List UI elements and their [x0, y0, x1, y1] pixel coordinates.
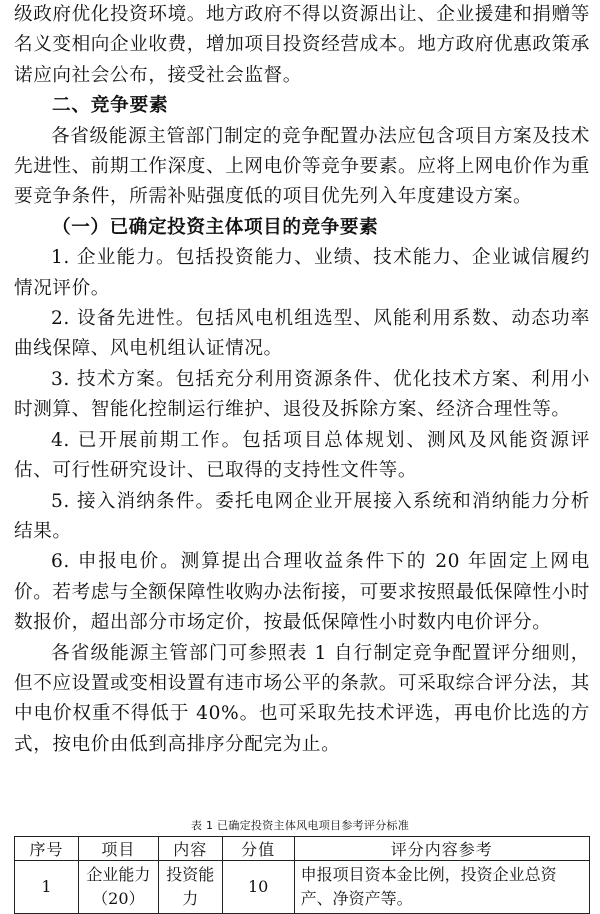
paragraph-competition-intro: 各省级能源主管部门制定的竞争配置办法应包含项目方案及技术先进性、前期工作深度、上网电价等竞争要素。应将上网电价作为重要竞争条件，所需补贴强度低的项目优先列入年度建设方案。 [14, 125, 590, 208]
list-item-technical-plan: 3. 技术方案。包括充分利用资源条件、优化技术方案、利用小时测算、智能化控制运行维护、退役及拆除方案、经济合理性等。 [14, 368, 590, 421]
subsection-heading-determined-investor: （一）已确定投资主体项目的竞争要素 [52, 216, 379, 238]
header-item: 项目 [78, 837, 158, 861]
table-caption: 表 1 已确定投资主体风电项目参考评分标准 [190, 819, 410, 832]
list-item-enterprise-capability: 1. 企业能力。包括投资能力、业绩、技术能力、企业诚信履约情况评价。 [14, 247, 590, 299]
header-reference: 评分内容参考 [294, 837, 589, 861]
cell-item: 企业能力（20） [78, 861, 158, 914]
reference-scoring-table [14, 836, 590, 914]
list-item-equipment-advancement: 2. 设备先进性。包括风电机组选型、风能利用系数、动态功率曲线保障、风电机组认证情况。 [14, 308, 590, 360]
paragraph-investment-environment: 级政府优化投资环境。地方政府不得以资源出让、企业援建和捐赠等名义变相向企业收费，增加项目投资经营成本。地方政府优惠政策承诺应向社会公布，接受社会监督。 [14, 4, 590, 86]
table-header-row [15, 837, 590, 861]
list-item-grid-connection: 5. 接入消纳条件。委托电网企业开展接入系统和消纳能力分析结果。 [14, 490, 590, 542]
table-row [15, 861, 590, 914]
cell-score: 10 [222, 861, 294, 914]
document-body [14, 0, 590, 760]
paragraph-scoring-rules: 各省级能源主管部门可参照表 1 自行制定竞争配置评分细则，但不应设置或变相设置有违市场公平的条款。可采取综合评分法，其中电价权重不得低于 40%。也可采取先技术评选，再电价比选的方式，按电价由低到高排序分配完为止。 [14, 642, 590, 755]
cell-content: 投资能力 [158, 861, 222, 914]
list-item-declared-price: 6. 申报电价。测算提出合理收益条件下的 20 年固定上网电价。若考虑与全额保障性收购办法衔接，可要求按照最低保障性小时数报价，超出部分市场定价，按最低保障性小时数内电价评分。 [14, 551, 590, 634]
section-heading-competition-factors: 二、竞争要素 [52, 95, 169, 117]
header-no: 序号 [15, 837, 79, 861]
cell-no: 1 [15, 861, 79, 914]
list-item-preliminary-work: 4. 已开展前期工作。包括项目总体规划、测风及风能资源评估、可行性研究设计、已取得的支持性文件等。 [14, 429, 590, 482]
header-score: 分值 [222, 837, 294, 861]
header-content: 内容 [158, 837, 222, 861]
cell-reference: 申报项目资本金比例，投资企业总资产、净资产等。 [294, 861, 589, 914]
